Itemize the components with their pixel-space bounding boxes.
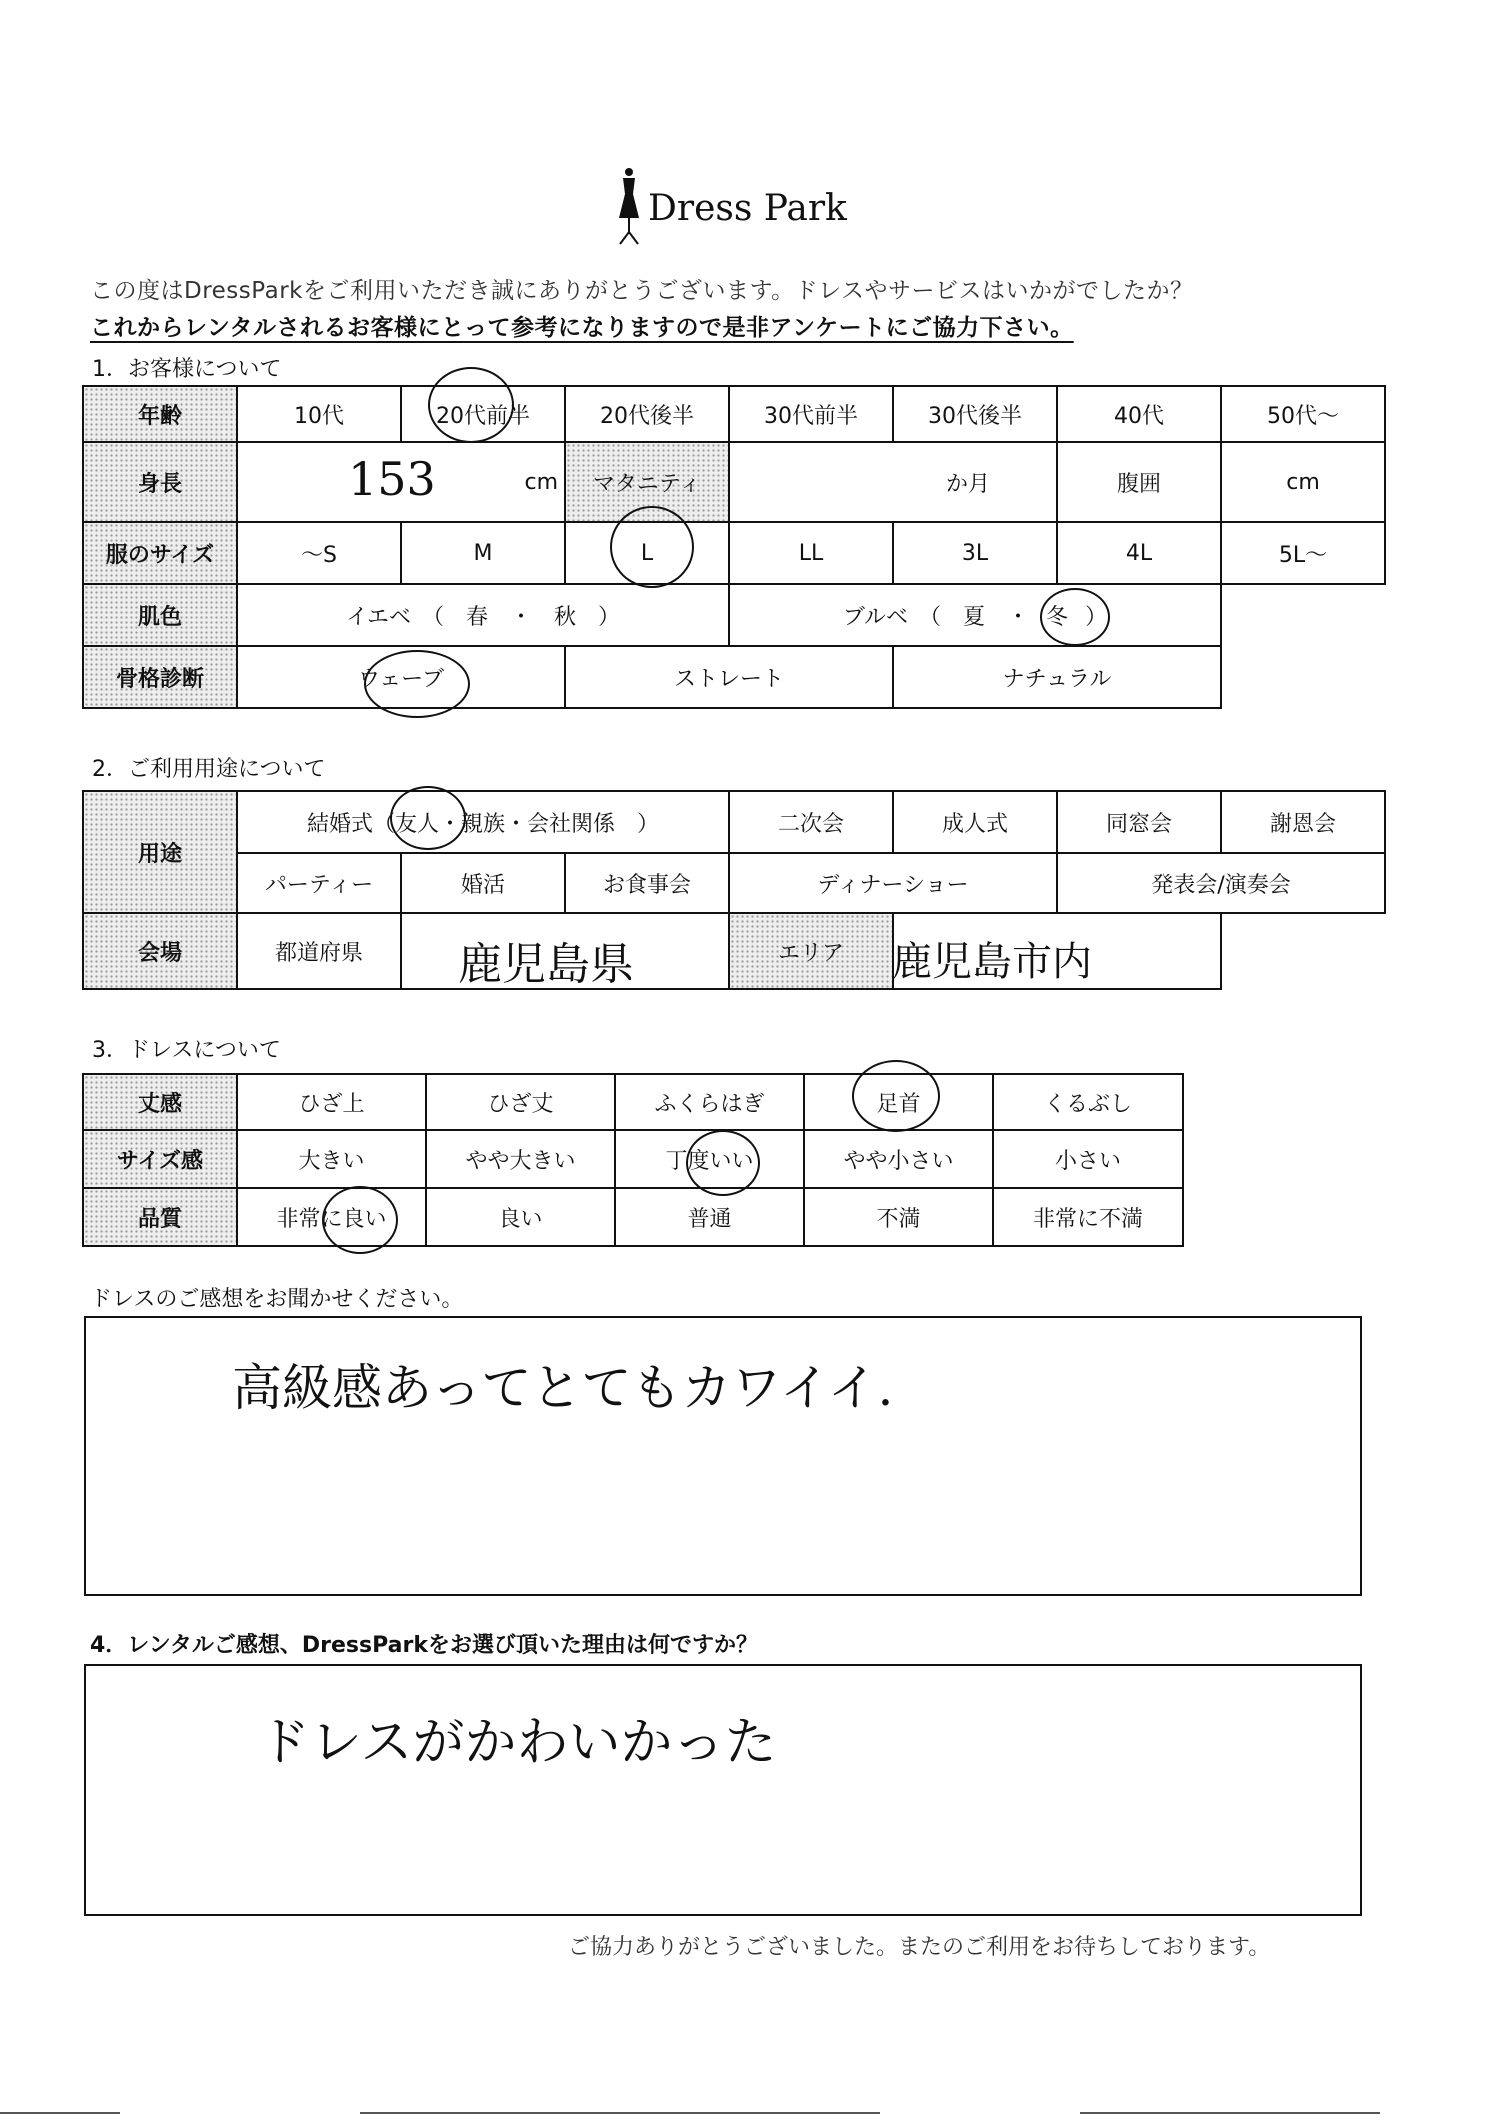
height-row bbox=[83, 442, 1385, 522]
handwritten-height: 153 bbox=[348, 452, 436, 506]
height-label: 身長 bbox=[83, 442, 237, 522]
size-row bbox=[83, 522, 1385, 584]
purpose-option[interactable]: 発表会/演奏会 bbox=[1057, 853, 1385, 913]
quality-row bbox=[83, 1188, 1183, 1246]
length-option[interactable]: ひざ丈 bbox=[426, 1074, 615, 1130]
size-option[interactable]: L bbox=[565, 522, 729, 584]
waist-label: 腹囲 bbox=[1057, 442, 1221, 522]
section-4-title: 4．レンタルご感想、DressParkをお選び頂いた理由は何ですか？ bbox=[90, 1633, 758, 1658]
handwritten-area: 鹿児島市内 bbox=[892, 939, 1092, 985]
purpose-option[interactable]: 同窓会 bbox=[1057, 791, 1221, 853]
purpose-option[interactable]: ディナーショー bbox=[729, 853, 1057, 913]
quality-option[interactable]: 良い bbox=[426, 1188, 615, 1246]
logo-text: Dress Park bbox=[648, 188, 847, 229]
yellow-base-option[interactable]: イエベ （ 春 ・ 秋 ） bbox=[237, 584, 729, 646]
purpose-option[interactable]: 謝恩会 bbox=[1221, 791, 1385, 853]
size-option[interactable]: 3L bbox=[893, 522, 1057, 584]
skeleton-row bbox=[83, 646, 1385, 708]
empty-cell bbox=[1221, 646, 1385, 708]
quality-option[interactable]: 普通 bbox=[615, 1188, 804, 1246]
dresspark-logo bbox=[612, 166, 852, 256]
handwritten-impression: 高級感あってとてもカワイイ. bbox=[232, 1359, 894, 1417]
handwritten-reason: ドレスがかわいかった bbox=[258, 1713, 777, 1773]
wedding-friend-option[interactable]: 友人 bbox=[394, 811, 439, 837]
age-label: 年齢 bbox=[83, 386, 237, 442]
age-option[interactable]: 30代前半 bbox=[729, 386, 893, 442]
dress-table bbox=[82, 1073, 1184, 1247]
wedding-option[interactable] bbox=[237, 791, 729, 853]
purpose-row-2 bbox=[83, 853, 1385, 913]
handwritten-prefecture: 鹿児島県 bbox=[458, 939, 634, 990]
size-option[interactable]: LL bbox=[729, 522, 893, 584]
section-3-title: 3．ドレスについて bbox=[92, 1038, 281, 1063]
size-option[interactable]: 4L bbox=[1057, 522, 1221, 584]
dress-form-icon bbox=[612, 166, 646, 248]
customer-table bbox=[82, 385, 1386, 709]
length-option[interactable]: 足首 bbox=[804, 1074, 993, 1130]
selection-circle-fit bbox=[686, 1130, 760, 1196]
length-option[interactable]: ひざ上 bbox=[237, 1074, 426, 1130]
length-option[interactable]: くるぶし bbox=[993, 1074, 1183, 1130]
age-option[interactable]: 20代後半 bbox=[565, 386, 729, 442]
scan-edge-mark bbox=[1080, 2112, 1380, 2114]
fit-option[interactable]: 小さい bbox=[993, 1130, 1183, 1188]
size-option[interactable]: 5L～ bbox=[1221, 522, 1385, 584]
impression-prompt: ドレスのご感想をお聞かせください。 bbox=[90, 1287, 464, 1312]
blue-base-winter[interactable]: 冬 bbox=[1046, 604, 1069, 630]
age-option[interactable]: 30代後半 bbox=[893, 386, 1057, 442]
skeleton-option[interactable]: ナチュラル bbox=[893, 646, 1221, 708]
age-row bbox=[83, 386, 1385, 442]
length-option[interactable]: ふくらはぎ bbox=[615, 1074, 804, 1130]
skin-row bbox=[83, 584, 1385, 646]
intro-text: この度はDressParkをご利用いただき誠にありがとうございます。ドレスやサービスはいかがでしたか？ bbox=[90, 278, 1194, 304]
closing-message: ご協力ありがとうございました。またのご利用をお待ちしております。 bbox=[568, 1935, 1271, 1960]
blue-base-close: ） bbox=[1085, 604, 1108, 630]
age-option[interactable]: 10代 bbox=[237, 386, 401, 442]
empty-cell bbox=[1221, 584, 1385, 646]
fit-option[interactable]: 丁度いい bbox=[615, 1130, 804, 1188]
selection-circle-purpose bbox=[390, 786, 466, 850]
fit-option[interactable]: 大きい bbox=[237, 1130, 426, 1188]
prefecture-label: 都道府県 bbox=[237, 913, 401, 989]
fit-label: サイズ感 bbox=[83, 1130, 237, 1188]
fit-option[interactable]: やや小さい bbox=[804, 1130, 993, 1188]
intro-request: これからレンタルされるお客様にとって参考になりますので是非アンケートにご協力下さい。 bbox=[90, 315, 1074, 341]
scan-edge-mark bbox=[0, 2112, 120, 2114]
size-label: 服のサイズ bbox=[83, 522, 237, 584]
purpose-option[interactable]: 成人式 bbox=[893, 791, 1057, 853]
height-unit: cm bbox=[524, 469, 558, 495]
wedding-label: 結婚式（ bbox=[306, 811, 395, 837]
empty-cell bbox=[1221, 913, 1385, 989]
purpose-option[interactable]: 二次会 bbox=[729, 791, 893, 853]
months-label: か月 bbox=[945, 471, 990, 497]
fit-option[interactable]: やや大きい bbox=[426, 1130, 615, 1188]
size-option[interactable]: M bbox=[401, 522, 565, 584]
area-label: エリア bbox=[729, 913, 893, 989]
quality-label: 品質 bbox=[83, 1188, 237, 1246]
blue-base-text: ブルベ （ 夏 ・ bbox=[842, 604, 1030, 630]
selection-circle-quality bbox=[322, 1186, 398, 1254]
venue-label: 会場 bbox=[83, 913, 237, 989]
purpose-option[interactable]: 婚活 bbox=[401, 853, 565, 913]
selection-circle-size bbox=[610, 506, 694, 588]
skeleton-label: 骨格診断 bbox=[83, 646, 237, 708]
blue-base-option[interactable] bbox=[729, 584, 1221, 646]
quality-option[interactable]: 不満 bbox=[804, 1188, 993, 1246]
purpose-table bbox=[82, 790, 1386, 990]
section-1-title: 1．お客様について bbox=[92, 357, 282, 382]
waist-unit: cm bbox=[1286, 469, 1320, 495]
fit-row bbox=[83, 1130, 1183, 1188]
section-2-title: 2．ご利用用途について bbox=[92, 757, 326, 782]
length-row bbox=[83, 1074, 1183, 1130]
selection-circle-skeleton bbox=[364, 650, 470, 718]
maternity-months-field[interactable] bbox=[729, 442, 1057, 522]
selection-circle-age bbox=[428, 367, 514, 443]
purpose-option[interactable]: パーティー bbox=[237, 853, 401, 913]
purpose-label: 用途 bbox=[83, 791, 237, 913]
length-label: 丈感 bbox=[83, 1074, 237, 1130]
scan-edge-mark bbox=[360, 2112, 880, 2114]
skin-label: 肌色 bbox=[83, 584, 237, 646]
purpose-option[interactable]: お食事会 bbox=[565, 853, 729, 913]
maternity-label: マタニティ bbox=[565, 442, 729, 522]
age-option[interactable]: 40代 bbox=[1057, 386, 1221, 442]
selection-circle-skin bbox=[1040, 588, 1110, 646]
purpose-row-1 bbox=[83, 791, 1385, 853]
age-option[interactable]: 50代～ bbox=[1221, 386, 1385, 442]
quality-option[interactable]: 非常に良い bbox=[237, 1188, 426, 1246]
skeleton-option[interactable]: ウェーブ bbox=[237, 646, 565, 708]
selection-circle-length bbox=[852, 1060, 940, 1132]
wedding-relatives-label: ・親族・会社関係 ） bbox=[439, 811, 660, 837]
venue-row bbox=[83, 913, 1385, 989]
skeleton-option[interactable]: ストレート bbox=[565, 646, 893, 708]
size-option[interactable]: ～S bbox=[237, 522, 401, 584]
age-option[interactable]: 20代前半 bbox=[401, 386, 565, 442]
quality-option[interactable]: 非常に不満 bbox=[993, 1188, 1183, 1246]
waist-field[interactable] bbox=[1221, 442, 1385, 522]
